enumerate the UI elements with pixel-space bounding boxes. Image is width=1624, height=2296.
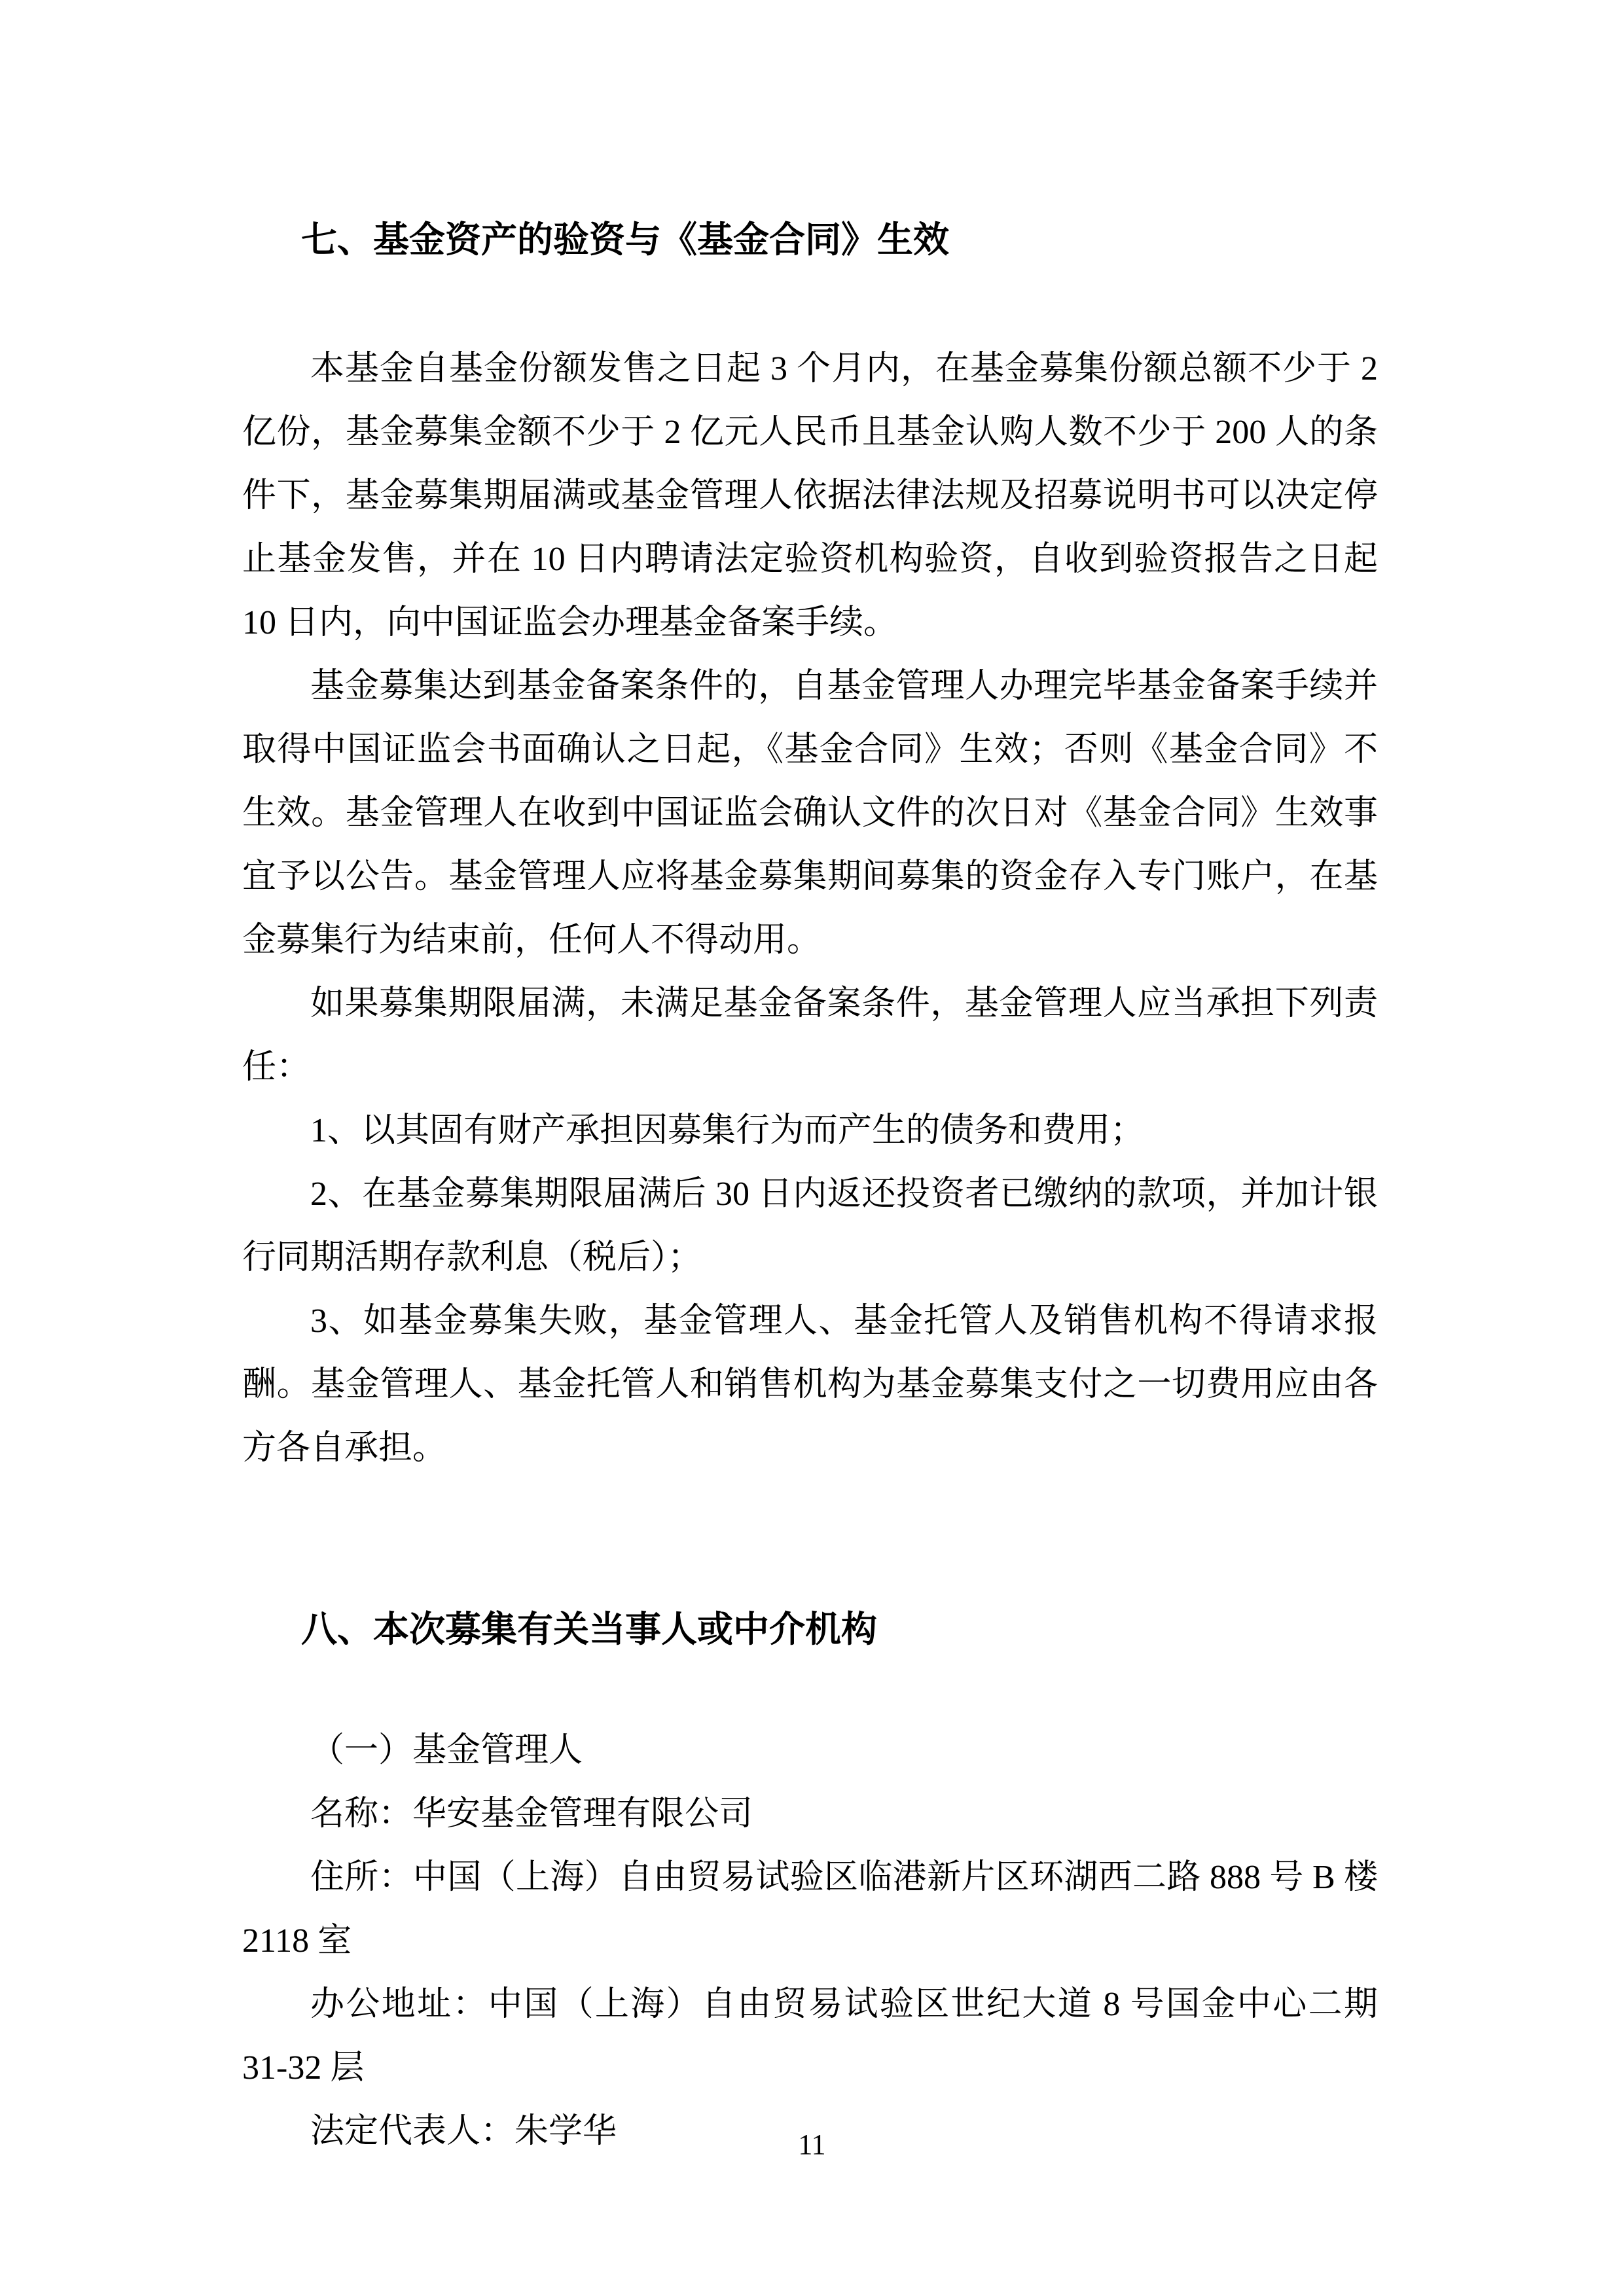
section-7-list-item-3: 3、如基金募集失败，基金管理人、基金托管人及销售机构不得请求报酬。基金管理人、基金托管人和销售机构为基金募集支付之一切费用应由各方各自承担。 <box>242 1302 1378 1467</box>
fund-manager-name: 名称：华安基金管理有限公司 <box>310 1795 753 1833</box>
section-7-list-item-2: 2、在基金募集期限届满后 30 日内返还投资者已缴纳的款项，并加计银行同期活期存款利息（税后）； <box>242 1175 1378 1276</box>
section-8-heading: 八、本次募集有关当事人或中介机构 <box>301 1609 878 1649</box>
section-7-list-item-1: 1、以其固有财产承担因募集行为而产生的债务和费用； <box>310 1112 1145 1149</box>
document-body <box>242 208 1378 2163</box>
page-number: 11 <box>798 2128 826 2161</box>
fund-manager-office-address: 办公地址：中国（上海）自由贸易试验区世纪大道 8 号国金中心二期 31-32 层 <box>242 1986 1378 2087</box>
fund-manager-legal-representative: 法定代表人：朱学华 <box>310 2113 617 2150</box>
section-7-paragraph-2: 基金募集达到基金备案条件的，自基金管理人办理完毕基金备案手续并取得中国证监会书面确认之日起，《基金合同》生效；否则《基金合同》不生效。基金管理人在收到中国证监会确认文件的次日对《基金合同》生效事宜予以公告。基金管理人应将基金募集期间募集的资金存入专门账户，在基金募集行为结束前，任何人不得动用。 <box>242 668 1378 959</box>
section-7-paragraph-1: 本基金自基金份额发售之日起 3 个月内，在基金募集份额总额不少于 2 亿份，基金募集金额不少于 2 亿元人民币且基金认购人数不少于 200 人的条件下，基金募集期届满或基金管理人依据法律法规及招募说明书可以决定停止基金发售，并在 10 日内聘请法定验资机构验资，自收到验资报告之日起 10 日内，向中国证监会办理基金备案手续。 <box>242 350 1378 641</box>
section-7-heading: 七、基金资产的验资与《基金合同》生效 <box>301 220 950 260</box>
fund-manager-registered-address: 住所：中国（上海）自由贸易试验区临港新片区环湖西二路 888 号 B 楼 2118 室 <box>242 1859 1378 1960</box>
section-8-subheading-fund-manager: （一）基金管理人 <box>310 1732 583 1769</box>
section-7-paragraph-3: 如果募集期限届满，未满足基金备案条件，基金管理人应当承担下列责任： <box>242 985 1378 1086</box>
